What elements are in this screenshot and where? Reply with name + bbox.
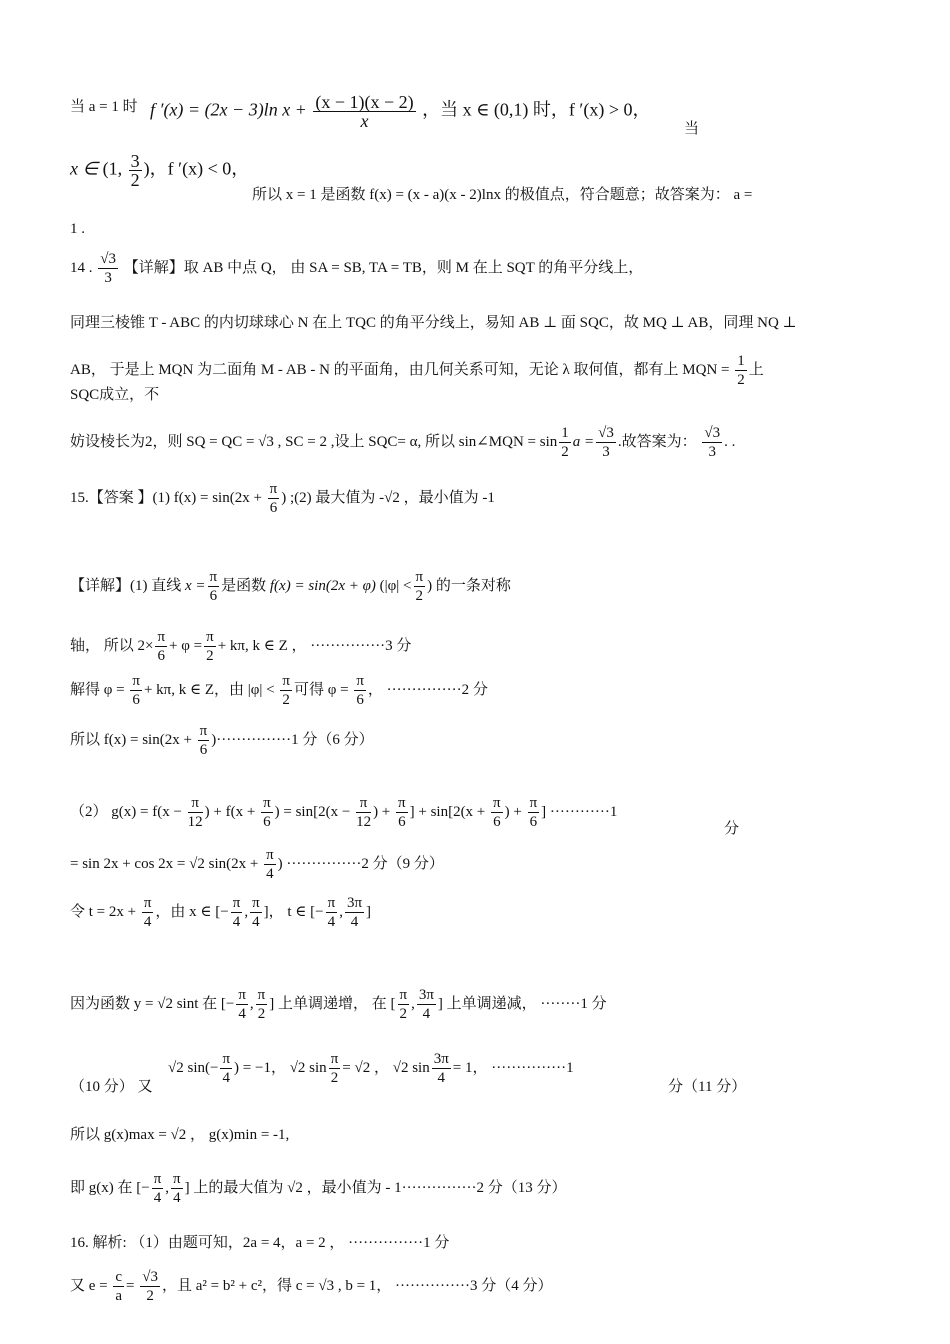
p14-head: 14 . $\frac{√3}{3}$ 【详解】取 AB 中点 Q， 由 SA = SB, TA = TB，则 M 在上 SQT 的角平分线上， xyxy=(70,251,644,286)
line-1-eq: f ′(x) = (2x − 3)ln x + xyxy=(150,99,312,120)
line-2-eq: x ∈ (1, $\frac{3}{2}$ )，f ′(x) < 0， xyxy=(70,151,250,190)
p15-g-line-3: 令 t = 2x + $\frac{\pi}{4}$ ，由 x ∈ [− $\frac{\pi}{4}$ , $\frac{\pi}{4}$ ]， t ∈ [− $\frac{\pi}{4}$ , $\frac{3\pi}{4}$ ] xyxy=(70,895,372,930)
p15-detail-1: 【详解】(1) 直线 x = $\frac{\pi}{6}$ 是函数 f(x) = sin(2x + φ) (|φ| < $\frac{\pi}{2}$ ) 的一条对称 xyxy=(70,569,511,604)
line-1-mid: ，当 x ∈ (0,1) 时，f ′(x) > 0， xyxy=(422,99,651,120)
p14-line-5: 妨设棱长为2，则 SQ = QC = √3 , SC = 2 ,设上 SQC= α, 所以 sin∠MQN = sin $\frac{1}{2}$ a = $\frac{√3}{3}$ .故答案为： $\frac{√3}{3}$ . . xyxy=(70,425,736,460)
p15-g-line-5-pre: （10 分） 又 xyxy=(70,1079,153,1095)
p16-line-2: 又 e = $\frac{c}{a}$ = $\frac{√3}{2}$ ，且 a² = b² + c²，得 c = √3 , b = 1， ···············3 分（4 分） xyxy=(70,1269,553,1304)
line-2-end: 1 . xyxy=(70,221,85,237)
p14-line-3: AB， 于是上 MQN 为二面角 M - AB - N 的平面角，由几何关系可知，无论 λ 取何值，都有上 MQN = $\frac{1}{2}$ 上 xyxy=(70,353,764,388)
line-1-frac: $\frac{(x - 1)(x - 2)}{x}$ xyxy=(315,92,414,131)
p15-g-line-6: 所以 g(x)max = √2 ， g(x)min = -1, xyxy=(70,1127,290,1143)
p14-num: 14 . xyxy=(70,259,93,276)
p15-g-line-7: 即 g(x) 在 [− $\frac{\pi}{4}$ , $\frac{\pi}{4}$ ] 上的最大值为 √2 ，最小值为 - 1···············2 分（13 分） xyxy=(70,1171,567,1206)
p14-line-2: 同理三棱锥 T - ABC 的内切球球心 N 在上 TQC 的角平分线上，易知 AB ⊥ 面 SQC，故 MQ ⊥ AB，同理 NQ ⊥ xyxy=(70,315,797,331)
p15-g-line-1: （2） g(x) = f(x − $\frac{\pi}{12}$ ) + f(x + $\frac{\pi}{6}$ ) = sin[2(x − $\frac{\pi}{12}$ ) + $\frac{\pi}{6}$ ] + sin[2(x + $\frac{\pi}{6}$ ) + $\frac{\pi}{6}$ ] ············1 xyxy=(70,795,618,830)
p15-g-line-5: √2 sin(− $\frac{\pi}{4}$ ) = −1， √2 sin $\frac{\pi}{2}$ = √2 ， √2 sin $\frac{3\pi}{4}$ = 1， ···············1 xyxy=(168,1051,574,1086)
p15-num: 15.【答案 xyxy=(70,489,134,506)
line-1-pre: 当 a = 1 时 xyxy=(70,99,138,115)
p15-g-line-4: 因为函数 y = √2 sint 在 [− $\frac{\pi}{4}$ , $\frac{\pi}{2}$ ] 上单调递增， 在 [ $\frac{\pi}{2}$ , $\frac{3\pi}{4}$ ] 上单调递减， ········1 分 xyxy=(70,987,607,1022)
line-1 xyxy=(70,96,138,118)
p14-answer: $\frac{√3}{3}$ xyxy=(100,251,116,286)
p14-line-4: SQC成立，不 xyxy=(70,387,160,403)
p15-g-line-1-end: 分 xyxy=(724,821,740,837)
line-1-end: 当 xyxy=(684,121,700,137)
line-1-eq-row xyxy=(150,93,651,130)
line-2-text: 所以 x = 1 是函数 f(x) = (x - a)(x - 2)lnx 的极值点，符合题意；故答案为： a = xyxy=(252,187,753,203)
p15-head: 15.【答案 】(1) f(x) = sin(2x + $\frac{\pi}{6}$ ) ;(2) 最大值为 -√2 ，最小值为 -1 xyxy=(70,481,495,516)
p15-detail-4: 所以 f(x) = sin(2x + $\frac{\pi}{6}$ )···············1 分（6 分） xyxy=(70,723,374,758)
p16-line-1: 16. 解析: （1）由题可知，2a = 4，a = 2 ， ···············1 分 xyxy=(70,1235,450,1251)
p15-g-line-2: = sin 2x + cos 2x = √2 sin(2x + $\frac{\pi}{4}$ ) ···············2 分（9 分） xyxy=(70,847,444,882)
p15-detail-3: 解得 φ = $\frac{\pi}{6}$ + kπ, k ∈ Z，由 |φ| < $\frac{\pi}{2}$ 可得 φ = $\frac{\pi}{6}$ ， ···············2 分 xyxy=(70,673,488,708)
p15-detail-2: 轴， 所以 2× $\frac{\pi}{6}$ + φ = $\frac{\pi}{2}$ + kπ, k ∈ Z ， ···············3 分 xyxy=(70,629,412,664)
p15-g-line-5-end: 分（11 分） xyxy=(668,1079,747,1095)
